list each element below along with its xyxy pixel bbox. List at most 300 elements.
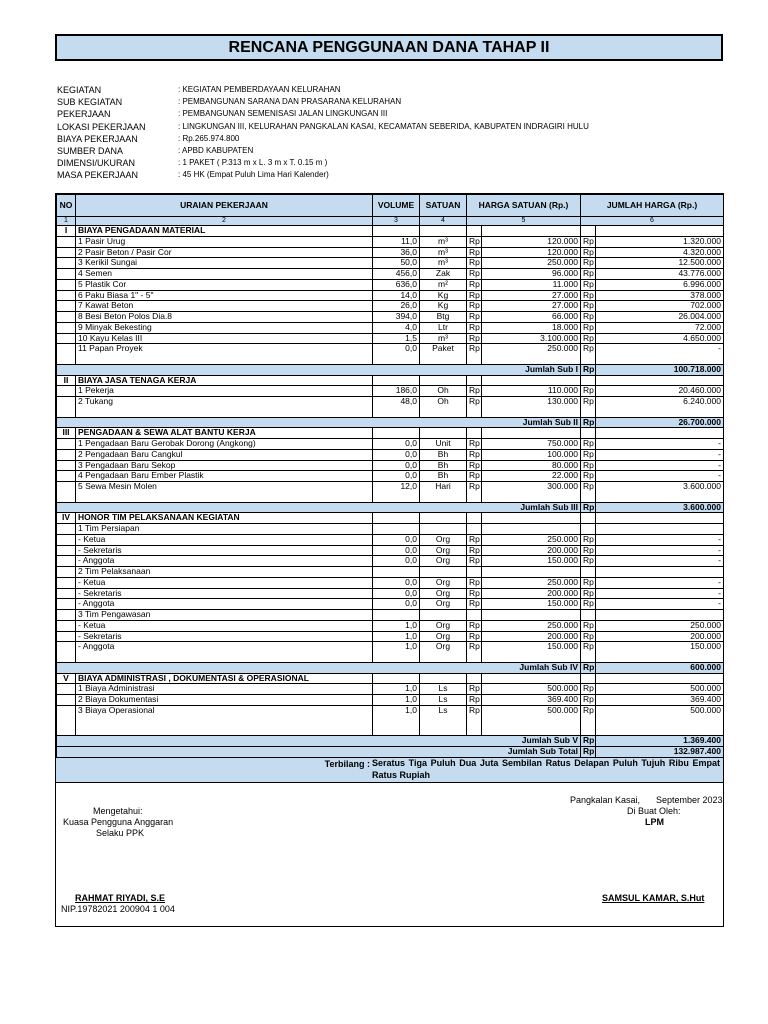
currency-label: Rp (581, 746, 596, 756)
currency-label: Rp (581, 417, 596, 428)
item-total: 6.996.000 (596, 279, 724, 290)
empty-cell (596, 513, 724, 524)
sign-left-line-2: Kuasa Pengguna Anggaran (63, 817, 174, 827)
item-description: 1 Biaya Administrasi (76, 684, 373, 695)
currency-label: Rp (467, 482, 482, 492)
currency-label: Rp (581, 631, 596, 642)
item-total (596, 567, 724, 578)
item-volume: 1,5 (373, 333, 420, 344)
item-description: 9 Minyak Bekesting (76, 322, 373, 333)
section-row (57, 375, 724, 386)
empty-cell (482, 226, 581, 237)
subtotal-value: 3.600.000 (596, 502, 724, 513)
item-unit-price: 11.000 (482, 279, 581, 290)
item-volume: 0,0 (373, 460, 420, 471)
section-number: III (57, 428, 76, 439)
item-total (596, 610, 724, 621)
item-unit-price: 110.000 (482, 386, 581, 397)
table-row (57, 258, 724, 269)
currency-label: Rp (581, 322, 596, 333)
item-unit-price (482, 610, 581, 621)
empty-cell (373, 226, 420, 237)
item-unit: m³ (420, 333, 467, 344)
empty-cell (467, 492, 482, 502)
empty-cell (467, 652, 482, 662)
table-row (57, 631, 724, 642)
empty-cell (57, 354, 76, 364)
currency-label (467, 610, 482, 621)
item-total (596, 524, 724, 535)
item-unit: Org (420, 599, 467, 610)
item-description: - Ketua (76, 534, 373, 545)
currency-label: Rp (581, 364, 596, 375)
col-header-no: NO (57, 195, 76, 217)
empty-cell (467, 375, 482, 386)
currency-label: Rp (467, 312, 482, 323)
subtotal-value: 600.000 (596, 662, 724, 673)
item-unit: Org (420, 631, 467, 642)
row-no (57, 631, 76, 642)
table-row (57, 567, 724, 578)
info-label: KEGIATAN (57, 85, 102, 95)
item-unit-price: 96.000 (482, 269, 581, 280)
table-row (57, 599, 724, 610)
currency-label: Rp (581, 577, 596, 588)
item-unit: Org (420, 588, 467, 599)
currency-label: Rp (581, 662, 596, 673)
item-description: - Anggota (76, 642, 373, 652)
table-row (57, 269, 724, 280)
empty-cell (420, 428, 467, 439)
empty-cell (581, 375, 596, 386)
item-total: - (596, 599, 724, 610)
empty-cell (482, 354, 581, 364)
subtotal-row (57, 746, 724, 756)
section-number: II (57, 375, 76, 386)
currency-label: Rp (581, 301, 596, 312)
currency-label: Rp (581, 312, 596, 323)
sign-left-nip: NIP.19782021 200904 1 004 (61, 904, 175, 914)
item-description: 4 Semen (76, 269, 373, 280)
signature-block (56, 783, 723, 927)
info-row (57, 133, 727, 145)
empty-cell (420, 226, 467, 237)
currency-label: Rp (581, 290, 596, 301)
currency-label: Rp (581, 279, 596, 290)
empty-cell (596, 652, 724, 662)
item-unit: Bh (420, 449, 467, 460)
col-header-jumlah-harga: JUMLAH HARGA (Rp.) (581, 195, 724, 217)
currency-label: Rp (467, 439, 482, 450)
subtotal-row (57, 502, 724, 513)
item-unit: Paket (420, 344, 467, 354)
item-total: 250.000 (596, 620, 724, 631)
currency-label: Rp (581, 695, 596, 706)
blank-row (57, 354, 724, 364)
currency-label: Rp (581, 620, 596, 631)
empty-cell (596, 354, 724, 364)
info-value: : Rp.265.974.800 (178, 133, 240, 143)
subtotal-value: 26.700.000 (596, 417, 724, 428)
currency-label: Rp (467, 460, 482, 471)
item-unit: Bh (420, 460, 467, 471)
item-total: - (596, 439, 724, 450)
item-description: - Sekretaris (76, 631, 373, 642)
item-volume (373, 610, 420, 621)
table-row (57, 333, 724, 344)
sign-place: Pangkalan Kasai, (570, 795, 641, 805)
item-unit-price (482, 524, 581, 535)
empty-cell (581, 428, 596, 439)
row-no (57, 301, 76, 312)
item-total: 72.000 (596, 322, 724, 333)
item-volume: 394,0 (373, 312, 420, 323)
info-value: : 1 PAKET ( P.313 m x L. 3 m x T. 0.15 m ) (178, 158, 328, 168)
item-total: 4.650.000 (596, 333, 724, 344)
item-description: 4 Pengadaan Baru Ember Plastik (76, 471, 373, 482)
currency-label: Rp (581, 236, 596, 247)
currency-label: Rp (467, 534, 482, 545)
col-number: 2 (76, 217, 373, 226)
item-unit-price: 66.000 (482, 312, 581, 323)
col-header-volume: VOLUME (373, 195, 420, 217)
item-unit: Ls (420, 705, 467, 715)
subtotal-row (57, 662, 724, 673)
item-unit-price: 250.000 (482, 258, 581, 269)
item-volume: 0,0 (373, 439, 420, 450)
item-unit-price: 27.000 (482, 301, 581, 312)
item-total: 1.320.000 (596, 236, 724, 247)
table-row (57, 577, 724, 588)
empty-cell (57, 492, 76, 502)
row-no (57, 482, 76, 492)
item-unit-price: 22.000 (482, 471, 581, 482)
subtotal-label: Jumlah Sub I (57, 364, 581, 375)
table-row (57, 705, 724, 715)
item-unit-price: 250.000 (482, 534, 581, 545)
table-row (57, 290, 724, 301)
item-unit: Org (420, 642, 467, 652)
item-unit: Ltr (420, 322, 467, 333)
item-volume: 14,0 (373, 290, 420, 301)
item-volume: 0,0 (373, 556, 420, 567)
empty-cell (581, 354, 596, 364)
info-row (57, 157, 727, 169)
col-number: 5 (467, 217, 581, 226)
item-unit (420, 524, 467, 535)
empty-cell (467, 725, 482, 735)
subtotal-label: Jumlah Sub II (57, 417, 581, 428)
item-volume: 26,0 (373, 301, 420, 312)
sign-date: September 2023 (656, 795, 723, 805)
currency-label: Rp (581, 705, 596, 715)
currency-label: Rp (467, 642, 482, 652)
currency-label: Rp (581, 460, 596, 471)
currency-label: Rp (581, 449, 596, 460)
row-no (57, 290, 76, 301)
info-label: SUMBER DANA (57, 145, 124, 156)
item-total: - (596, 588, 724, 599)
table-row (57, 397, 724, 407)
table-row (57, 684, 724, 695)
table-row (57, 386, 724, 397)
budget-table-frame (55, 193, 724, 927)
row-no (57, 460, 76, 471)
currency-label: Rp (581, 482, 596, 492)
item-total: - (596, 449, 724, 460)
empty-cell (596, 492, 724, 502)
row-no (57, 534, 76, 545)
currency-label (467, 524, 482, 535)
item-unit-price: 27.000 (482, 290, 581, 301)
item-description: 6 Paku Biasa 1" - 5" (76, 290, 373, 301)
empty-cell (420, 375, 467, 386)
currency-label: Rp (467, 322, 482, 333)
item-volume: 186,0 (373, 386, 420, 397)
item-total: 3.600.000 (596, 482, 724, 492)
section-title: BIAYA ADMINISTRASI , DOKUMENTASI & OPERASIONAL (76, 673, 373, 684)
item-volume: 1,0 (373, 620, 420, 631)
empty-cell (373, 716, 420, 726)
empty-cell (581, 716, 596, 726)
currency-label: Rp (581, 599, 596, 610)
table-row (57, 545, 724, 556)
terbilang-label: Terbilang : (324, 759, 370, 769)
item-unit-price: 200.000 (482, 631, 581, 642)
empty-cell (581, 407, 596, 417)
section-number: V (57, 673, 76, 684)
currency-label: Rp (467, 631, 482, 642)
item-unit: Bh (420, 471, 467, 482)
row-no (57, 684, 76, 695)
item-description: 3 Biaya Operasional (76, 705, 373, 715)
item-total: 500.000 (596, 684, 724, 695)
sign-left-line-3: Selaku PPK (96, 828, 145, 838)
currency-label: Rp (467, 705, 482, 715)
item-description: 1 Tim Persiapan (76, 524, 373, 535)
item-unit: Kg (420, 301, 467, 312)
table-header-row (57, 195, 724, 217)
currency-label: Rp (467, 397, 482, 407)
sign-org: LPM (645, 817, 664, 827)
currency-label: Rp (467, 684, 482, 695)
item-unit-price (482, 567, 581, 578)
row-no (57, 556, 76, 567)
col-number: 4 (420, 217, 467, 226)
empty-cell (76, 652, 373, 662)
currency-label: Rp (581, 247, 596, 258)
empty-cell (482, 492, 581, 502)
section-row (57, 673, 724, 684)
item-unit-price: 369.400 (482, 695, 581, 706)
empty-cell (373, 354, 420, 364)
item-volume (373, 524, 420, 535)
row-no (57, 588, 76, 599)
subtotal-row (57, 736, 724, 747)
row-no (57, 269, 76, 280)
table-row (57, 279, 724, 290)
empty-cell (57, 725, 76, 735)
empty-cell (482, 375, 581, 386)
item-description: 2 Pasir Beton / Pasir Cor (76, 247, 373, 258)
item-unit: m³ (420, 247, 467, 258)
empty-cell (596, 725, 724, 735)
empty-cell (467, 428, 482, 439)
empty-cell (581, 725, 596, 735)
item-unit-price: 120.000 (482, 236, 581, 247)
subtotal-row (57, 364, 724, 375)
info-row (57, 145, 727, 157)
item-volume: 1,0 (373, 695, 420, 706)
empty-cell (596, 428, 724, 439)
currency-label: Rp (581, 556, 596, 567)
row-no (57, 642, 76, 652)
item-description: 1 Pengadaan Baru Gerobak Dorong (Angkong) (76, 439, 373, 450)
table-row (57, 482, 724, 492)
item-volume: 50,0 (373, 258, 420, 269)
info-label: LOKASI PEKERJAAN (57, 121, 146, 132)
item-unit-price: 250.000 (482, 344, 581, 354)
item-unit-price: 100.000 (482, 449, 581, 460)
item-volume: 0,0 (373, 344, 420, 354)
currency-label: Rp (467, 301, 482, 312)
empty-cell (482, 716, 581, 726)
row-no (57, 524, 76, 535)
item-unit: Org (420, 577, 467, 588)
item-description: 3 Kerikil Sungai (76, 258, 373, 269)
empty-cell (596, 226, 724, 237)
info-value: : APBD KABUPATEN (178, 145, 254, 155)
item-description: 1 Pekerja (76, 386, 373, 397)
item-total: 369.400 (596, 695, 724, 706)
item-description: 2 Tim Pelaksanaan (76, 567, 373, 578)
row-no (57, 620, 76, 631)
item-unit (420, 567, 467, 578)
empty-cell (57, 716, 76, 726)
empty-cell (373, 492, 420, 502)
currency-label (581, 567, 596, 578)
item-volume: 0,0 (373, 449, 420, 460)
item-unit (420, 610, 467, 621)
row-no (57, 397, 76, 407)
currency-label: Rp (467, 344, 482, 354)
column-number-row (57, 217, 724, 226)
item-description: 7 Kawat Beton (76, 301, 373, 312)
section-row (57, 226, 724, 237)
row-no (57, 610, 76, 621)
item-total: 378.000 (596, 290, 724, 301)
item-unit: Org (420, 620, 467, 631)
item-total: 150.000 (596, 642, 724, 652)
empty-cell (482, 407, 581, 417)
currency-label: Rp (467, 588, 482, 599)
item-description: 5 Plastik Cor (76, 279, 373, 290)
sign-left-line-1: Mengetahui: (93, 806, 143, 816)
item-description: 1 Pasir Urug (76, 236, 373, 247)
info-row (57, 84, 727, 96)
currency-label: Rp (581, 502, 596, 513)
empty-cell (373, 513, 420, 524)
currency-label: Rp (581, 684, 596, 695)
currency-label: Rp (467, 236, 482, 247)
item-unit: Hari (420, 482, 467, 492)
table-row (57, 471, 724, 482)
row-no (57, 599, 76, 610)
empty-cell (373, 673, 420, 684)
empty-cell (482, 428, 581, 439)
row-no (57, 236, 76, 247)
col-header-satuan: SATUAN (420, 195, 467, 217)
item-total: - (596, 471, 724, 482)
empty-cell (373, 652, 420, 662)
item-unit-price: 18.000 (482, 322, 581, 333)
table-row (57, 610, 724, 621)
empty-cell (596, 673, 724, 684)
terbilang-row (56, 757, 723, 783)
item-unit: Org (420, 534, 467, 545)
info-label: MASA PEKERJAAN (57, 170, 139, 181)
table-row (57, 449, 724, 460)
item-total: 20.460.000 (596, 386, 724, 397)
info-row (57, 121, 727, 133)
section-row (57, 513, 724, 524)
table-row (57, 588, 724, 599)
item-total: 6.240.000 (596, 397, 724, 407)
currency-label: Rp (467, 247, 482, 258)
row-no (57, 449, 76, 460)
item-unit-price: 500.000 (482, 684, 581, 695)
item-volume: 456,0 (373, 269, 420, 280)
item-volume: 0,0 (373, 471, 420, 482)
currency-label: Rp (581, 386, 596, 397)
empty-cell (596, 716, 724, 726)
subtotal-label: Jumlah Sub Total (57, 746, 581, 756)
item-unit-price: 250.000 (482, 620, 581, 631)
item-total: 702.000 (596, 301, 724, 312)
item-volume (373, 567, 420, 578)
empty-cell (420, 492, 467, 502)
col-number: 1 (57, 217, 76, 226)
item-description: 2 Biaya Dokumentasi (76, 695, 373, 706)
section-title: BIAYA JASA TENAGA KERJA (76, 375, 373, 386)
empty-cell (420, 652, 467, 662)
item-volume: 12,0 (373, 482, 420, 492)
item-unit: Kg (420, 290, 467, 301)
item-unit: m² (420, 279, 467, 290)
empty-cell (581, 492, 596, 502)
currency-label: Rp (581, 471, 596, 482)
table-row (57, 695, 724, 706)
item-volume: 636,0 (373, 279, 420, 290)
empty-cell (596, 407, 724, 417)
item-unit-price: 150.000 (482, 556, 581, 567)
empty-cell (373, 725, 420, 735)
item-unit-price: 150.000 (482, 599, 581, 610)
item-volume: 0,0 (373, 534, 420, 545)
empty-cell (581, 513, 596, 524)
item-volume: 48,0 (373, 397, 420, 407)
item-total: 43.776.000 (596, 269, 724, 280)
row-no (57, 333, 76, 344)
item-unit-price: 300.000 (482, 482, 581, 492)
currency-label: Rp (467, 695, 482, 706)
empty-cell (373, 375, 420, 386)
empty-cell (467, 226, 482, 237)
currency-label: Rp (467, 333, 482, 344)
item-description: - Sekretaris (76, 588, 373, 599)
item-unit: Oh (420, 386, 467, 397)
item-unit-price: 150.000 (482, 642, 581, 652)
